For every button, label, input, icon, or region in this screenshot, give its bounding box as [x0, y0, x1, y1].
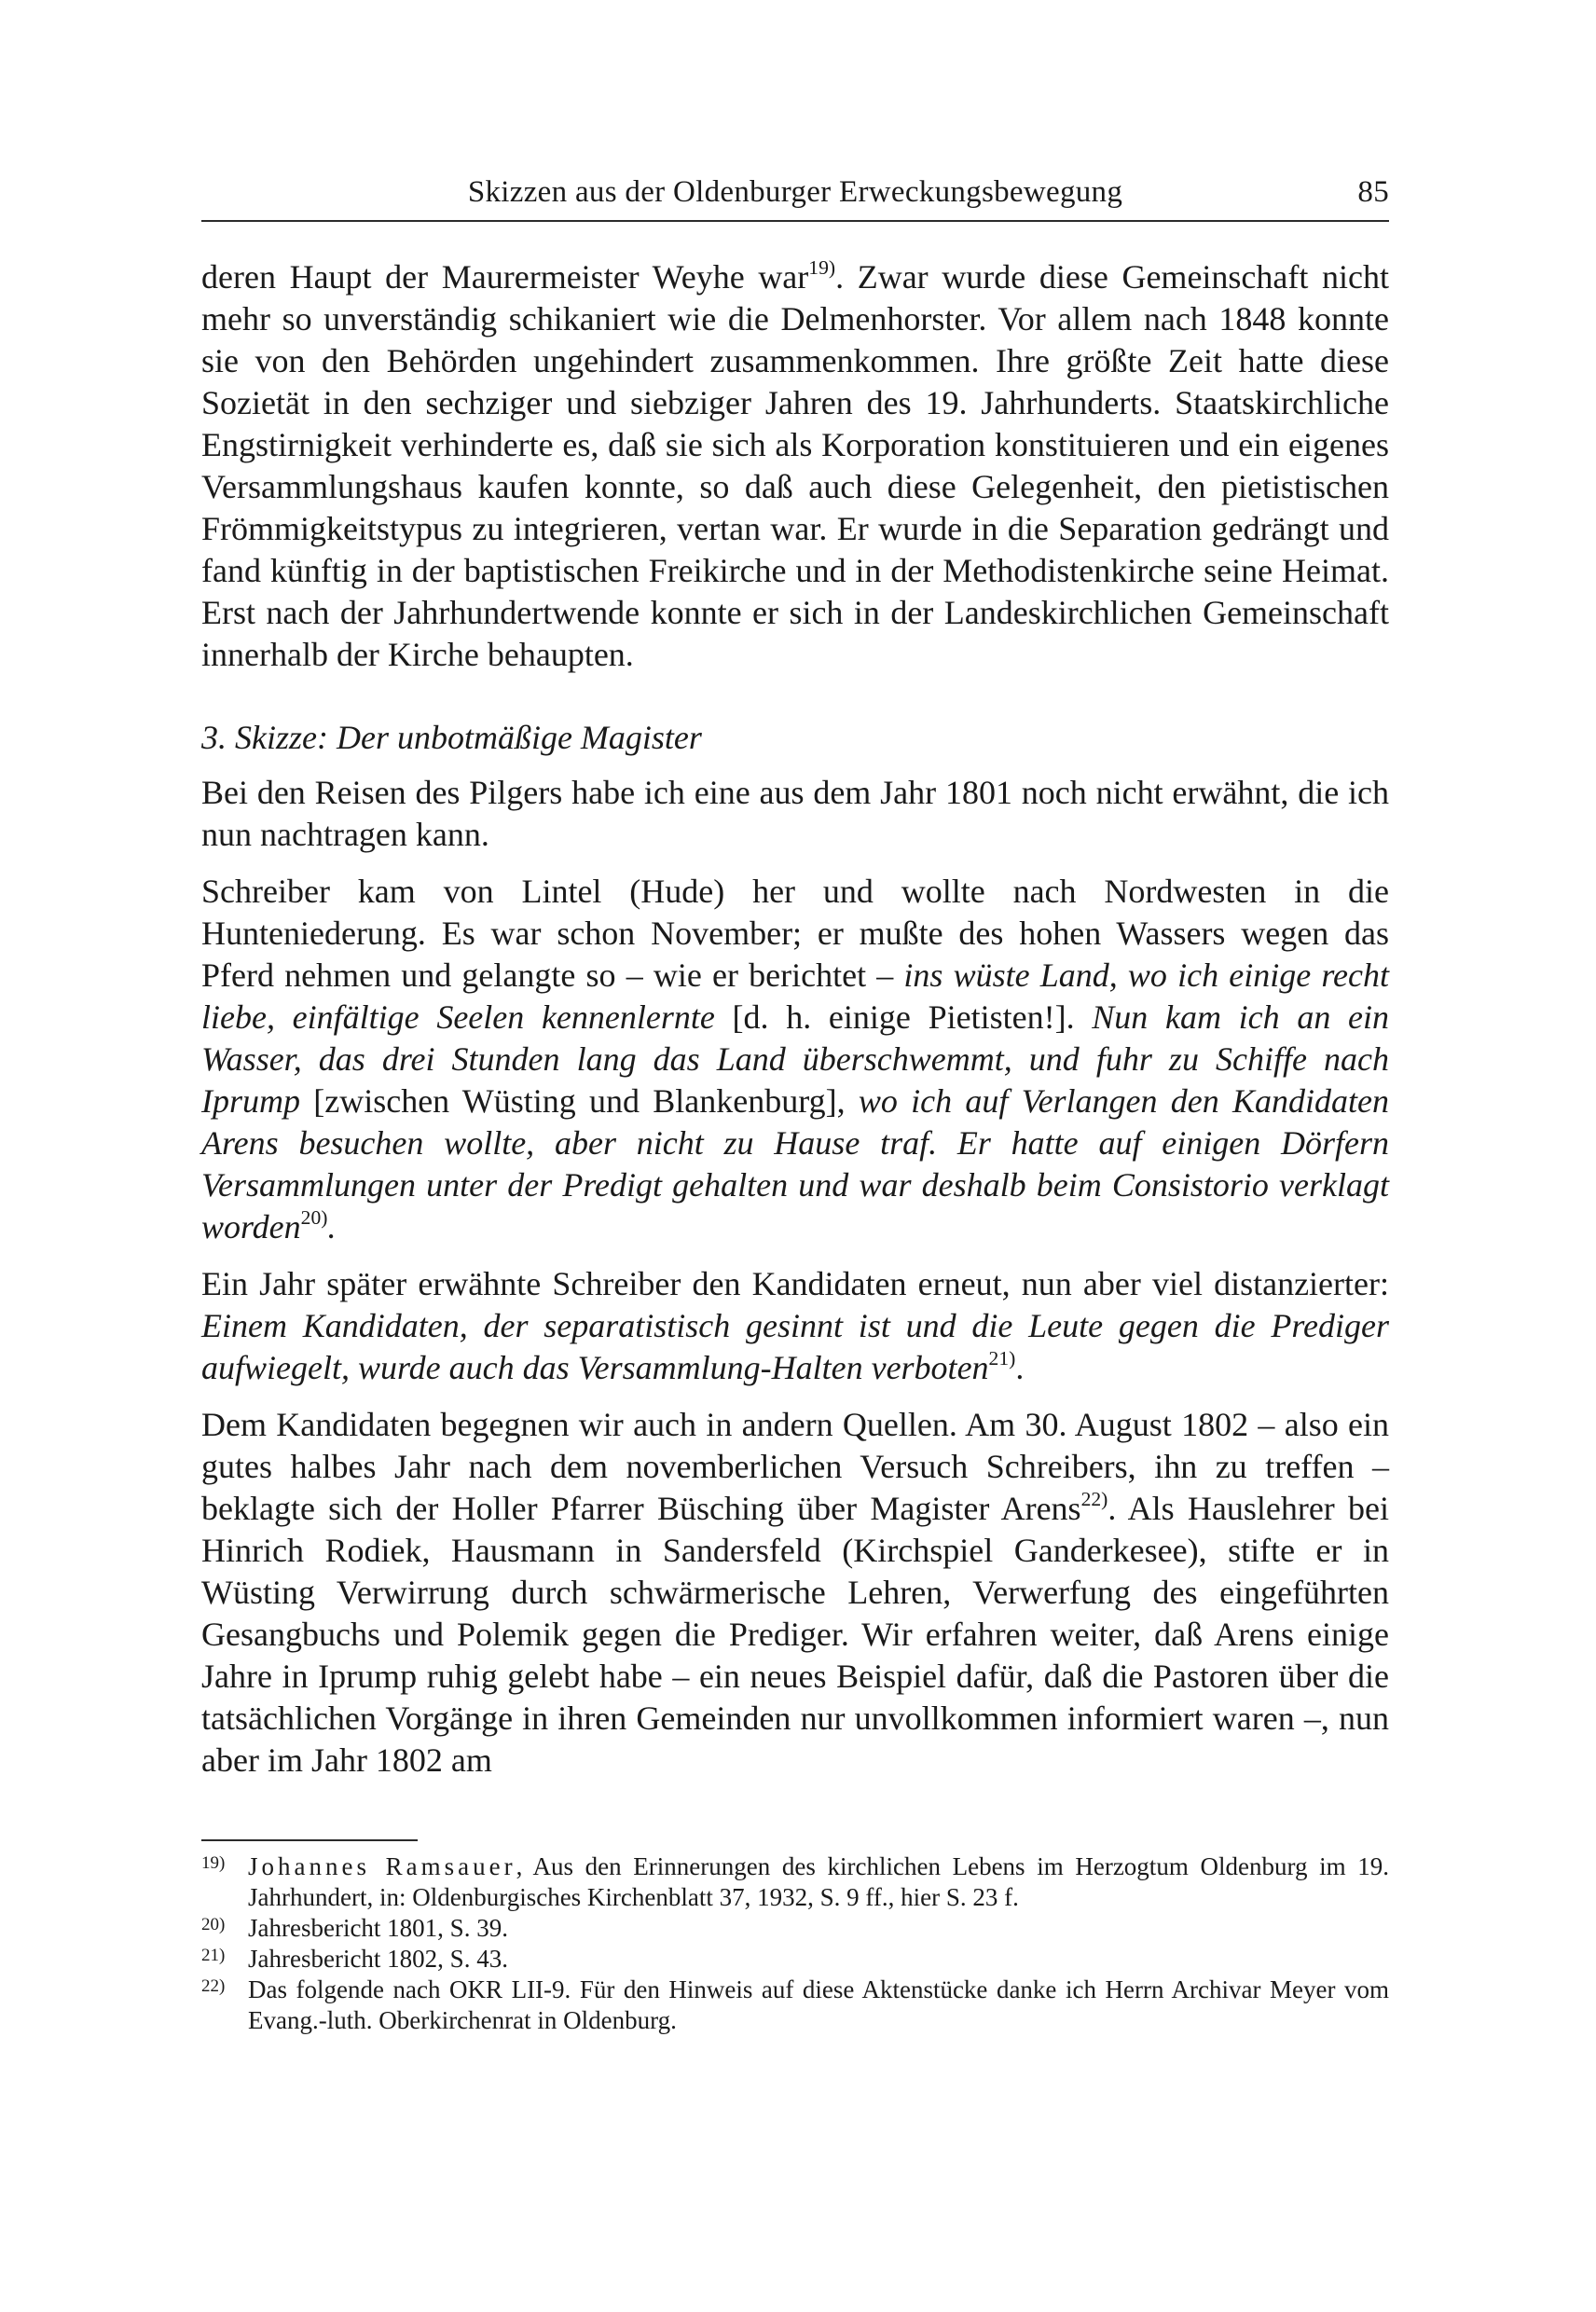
footnote-ref-19: 19) [808, 255, 836, 279]
footnote-number: 22) [201, 1976, 226, 1996]
text-run: deren Haupt der Maurermeister Weyhe war [201, 258, 809, 296]
running-header [201, 168, 1389, 213]
text-run: . Zwar wurde diese Gemeinschaft nicht mehr so unverständig schikaniert wie die Delmenhorster. Vor allem nach 1848 konnte sie von den Behörden ungehindert zusammenkommen. Ihre größte Zeit hatte diese Sozietät in den sechziger und siebziger Jahren des 19. Jahrhunderts. Staatskirchliche Engstirnigkeit verhinderte es, daß sie sich als Korporation konstituieren und ein eigenes Versammlungshaus kaufen konnte, so daß auch diese Gelegenheit, den pietistischen Frömmigkeitstypus zu integrieren, vertan war. Er wurde in die Separation gedrängt und fand künftig in der baptistischen Freikirche und in der Methodistenkirche seine Heimat. Erst nach der Jahrhundertwende konnte er sich in der Landeskirchlichen Gemeinschaft innerhalb der Kirche behaupten. [201, 258, 1389, 673]
text-run: . [1015, 1349, 1025, 1386]
paragraph-3 [201, 871, 1389, 1248]
footnote-19 [201, 1851, 1389, 1913]
footnote-ref-22: 22) [1080, 1487, 1108, 1510]
paragraph-5 [201, 1404, 1389, 1782]
footnote-text: Jahresbericht 1802, S. 43. [248, 1945, 508, 1973]
footnote-ref-21: 21) [988, 1346, 1016, 1369]
footnote-21 [201, 1944, 1389, 1975]
text-run: Ein Jahr später erwähnte Schreiber den Kandidaten erneut, nun aber viel distanzierter: [201, 1265, 1389, 1302]
running-title: Skizzen aus der Oldenburger Erweckungsbewegung [467, 175, 1123, 209]
footnote-text: Jahresbericht 1801, S. 39. [248, 1914, 508, 1942]
footnote-number: 21) [201, 1946, 226, 1965]
header-rule [201, 220, 1389, 222]
paragraph-1 [201, 256, 1389, 676]
text-run: . Als Hauslehrer bei Hinrich Rodiek, Hausmann in Sandersfeld (Kirchspiel Ganderkesee), stifte er in Wüsting Verwirrung durch schwärmerische Lehren, Verwerfung des eingeführten Gesangbuchs und Polemik gegen die Prediger. Wir erfahren weiter, daß Arens einige Jahre in Iprump ruhig gelebt habe – ein neues Beispiel dafür, daß die Pastoren über die tatsächlichen Vorgänge in ihren Gemeinden nur unvollkommen informiert waren –, nun aber im Jahr 1802 am [201, 1490, 1389, 1779]
footnote-rule [201, 1839, 418, 1841]
quote-run: Einem Kandidaten, der separatistisch gesinnt ist und die Leute gegen die Prediger aufwiegelt, wurde auch das Versammlung-Halten verboten [201, 1307, 1389, 1386]
paragraph-2: Bei den Reisen des Pilgers habe ich eine aus dem Jahr 1801 noch nicht erwähnt, die ich nun nachtragen kann. [201, 774, 1389, 853]
quote-run: Nun kam ich an ein Wasser, das drei Stunden lang das Land überschwemmt, und fuhr zu Schiffe nach Iprump [201, 998, 1389, 1120]
quote-run: wo ich auf Verlangen den Kandidaten Arens besuchen wollte, aber nicht zu Hause traf. Er hatte auf einigen Dörfern Versammlungen unter der Predigt gehalten und war deshalb beim Consistorio verklagt worden [201, 1082, 1390, 1245]
quote-run: ins wüste Land, wo ich einige recht liebe, einfältige Seelen kennenlernte [201, 956, 1389, 1036]
section-gap [201, 676, 1389, 717]
paragraph-4 [201, 1263, 1389, 1389]
footnote-22 [201, 1975, 1389, 2036]
text-run: [d. h. einige Pietisten!]. [714, 998, 1093, 1036]
footnote-20 [201, 1913, 1389, 1944]
section-heading: 3. Skizze: Der unbotmäßige Magister [201, 719, 702, 756]
footnote-ref-20: 20) [300, 1205, 328, 1229]
footnote-text: Das folgende nach OKR LII-9. Für den Hinweis auf diese Aktenstücke danke ich Herrn Archivar Meyer vom Evang.-luth. Oberkirchenrat in Oldenburg. [248, 1975, 1389, 2034]
footnotes [201, 1851, 1389, 2036]
footnote-number: 20) [201, 1915, 226, 1934]
text-run: [zwischen Wüsting und Blankenburg], [300, 1082, 859, 1120]
page-number: 85 [1357, 175, 1389, 209]
footnote-text: , Aus den Erinnerungen des kirchlichen Lebens im Herzogtum Oldenburg im 19. Jahrhundert, in: Oldenburgisches Kirchenblatt 37, 1932, S. 9 ff., hier S. 23 f. [248, 1852, 1389, 1911]
author-name: Johannes Ramsauer [248, 1852, 516, 1880]
text-run: Dem Kandidaten begegnen wir auch in andern Quellen. Am 30. August 1802 – also ein gutes halbes Jahr nach dem novemberlichen Versuch Schreibers, ihn zu treffen – beklagte sich der Holler Pfarrer Büsching über Magister Arens [201, 1406, 1389, 1527]
quote-run: . [327, 1208, 337, 1245]
footnote-number: 19) [201, 1853, 226, 1873]
text-run: Schreiber kam von Lintel (Hude) her und wollte nach Nordwesten in die Hunteniederung. Es war schon November; er mußte des hohen Wassers wegen das Pferd nehmen und gelangte so – wie er berichtet – [201, 873, 1389, 994]
main-text [201, 256, 1389, 1796]
